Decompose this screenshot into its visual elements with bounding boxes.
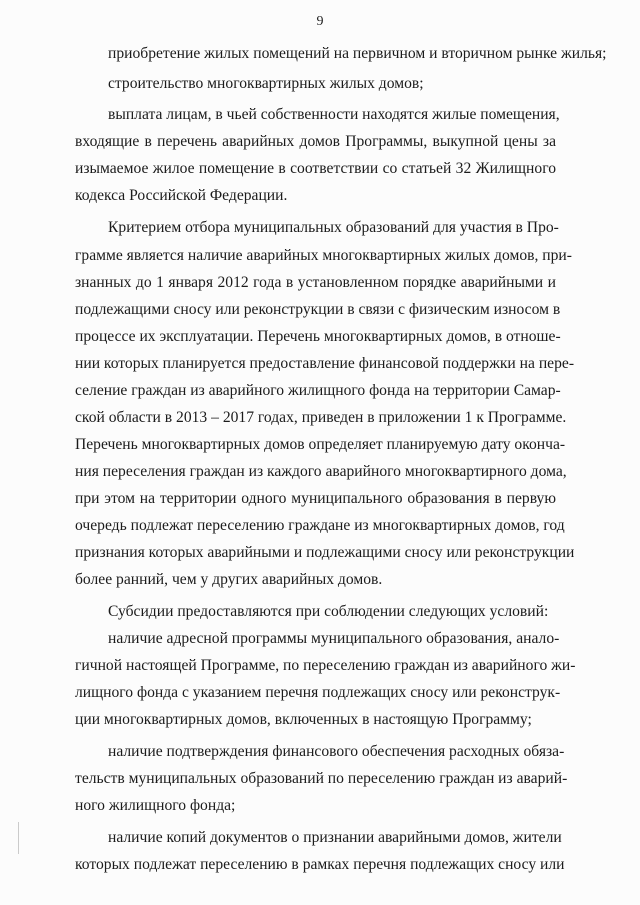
text-line: ции многоквартирных домов, включенных в настоящую Программу; <box>75 711 532 728</box>
text-line: Субсидии предоставляются при соблюдении следующих условий: <box>108 603 549 620</box>
text-line: знанных до 1 января 2012 года в установленном порядке аварийными и <box>75 274 556 291</box>
text-line: Критерием отбора муниципальных образований для участия в Про- <box>108 219 559 236</box>
text-line: выплата лицам, в чьей собственности находятся жилые помещения, <box>108 106 560 123</box>
text-line: лищного фонда с указанием перечня подлежащих сносу или реконструк- <box>75 684 561 701</box>
text-line: которых подлежат переселению в рамках перечня подлежащих сносу или <box>75 856 565 873</box>
text-line: приобретение жилых помещений на первичном и вторичном рынке жилья; <box>108 45 607 62</box>
text-line: ния переселения граждан из каждого аварийного многоквартирного дома, <box>75 463 567 480</box>
text-line: наличие копий документов о признании аварийными домов, жители <box>108 829 562 846</box>
text-line: гичной настоящей Программе, по переселению граждан из аварийного жи- <box>75 657 576 674</box>
text-line: наличие подтверждения финансового обеспечения расходных обяза- <box>108 743 565 760</box>
text-line: изымаемое жилое помещение в соответствии со статьей 32 Жилищного <box>75 160 556 177</box>
text-line: нии которых планируется предоставление финансовой поддержки на пере- <box>75 355 575 372</box>
text-line: строительство многоквартирных жилых домов; <box>108 75 424 92</box>
text-line: входящие в перечень аварийных домов Программы, выкупной цены за <box>75 133 556 150</box>
text-line: более ранний, чем у других аварийных домов. <box>75 571 383 588</box>
text-line: тельств муниципальных образований по переселению граждан из аварий- <box>75 770 568 787</box>
margin-scan-mark <box>18 822 19 854</box>
text-line: ного жилищного фонда; <box>75 797 236 814</box>
text-line: Перечень многоквартирных домов определяет планируемую дату оконча- <box>75 436 566 453</box>
text-line: селение граждан из аварийного жилищного фонда на территории Самар- <box>75 382 561 399</box>
text-line: ской области в 2013 – 2017 годах, приведен в приложении 1 к Программе. <box>75 409 567 426</box>
text-line: грамме является наличие аварийных многоквартирных жилых домов, при- <box>75 247 572 264</box>
text-line: кодекса Российской Федерации. <box>75 187 288 204</box>
page-number: 9 <box>316 14 324 29</box>
text-line: очередь подлежат переселению граждане из многоквартирных домов, год <box>75 517 565 534</box>
text-line: признания которых аварийными и подлежащими сносу или реконструкции <box>75 544 575 561</box>
text-line: наличие адресной программы муниципального образования, анало- <box>108 630 560 647</box>
text-line: подлежащими сносу или реконструкции в связи с физическим износом в <box>75 301 561 318</box>
text-line: процессе их эксплуатации. Перечень многоквартирных домов, в отноше- <box>75 328 561 345</box>
text-line: при этом на территории одного муниципального образования в первую <box>75 490 556 507</box>
